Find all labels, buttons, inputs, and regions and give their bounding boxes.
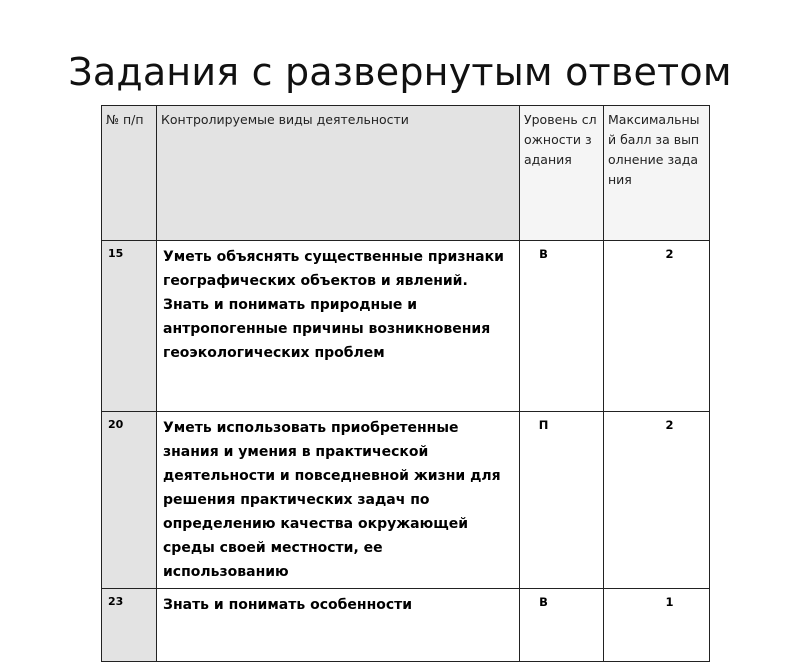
table-row [102,241,710,412]
row-level: П [520,412,604,589]
table-row [102,589,710,662]
table-header-row [102,106,710,241]
slide-title: Задания с развернутым ответом [68,50,732,94]
row-max-score: 1 [604,589,710,662]
row-activity: Уметь использовать приобретенные знания и умения в практической деятельности и повседневной жизни для решения практических задач по определению качества окружающей среды своей местности, ее использованию [157,412,520,589]
table-row [102,412,710,589]
row-activity: Уметь объяснять существенные признаки географических объектов и явлений. Знать и понимать природные и антропогенные причины возникновения геоэкологических проблем [157,241,520,412]
header-num: № п/п [102,106,157,241]
row-num: 20 [102,412,157,589]
header-max-score: Максимальный балл за выполнение задания [604,106,710,241]
row-max-score: 2 [604,241,710,412]
tasks-table [101,105,710,662]
row-level: В [520,241,604,412]
header-activity: Контролируемые виды деятельности [157,106,520,241]
row-level: В [520,589,604,662]
row-activity: Знать и понимать особенности [157,589,520,662]
row-num: 23 [102,589,157,662]
header-level: Уровень сложности задания [520,106,604,241]
row-max-score: 2 [604,412,710,589]
row-num: 15 [102,241,157,412]
